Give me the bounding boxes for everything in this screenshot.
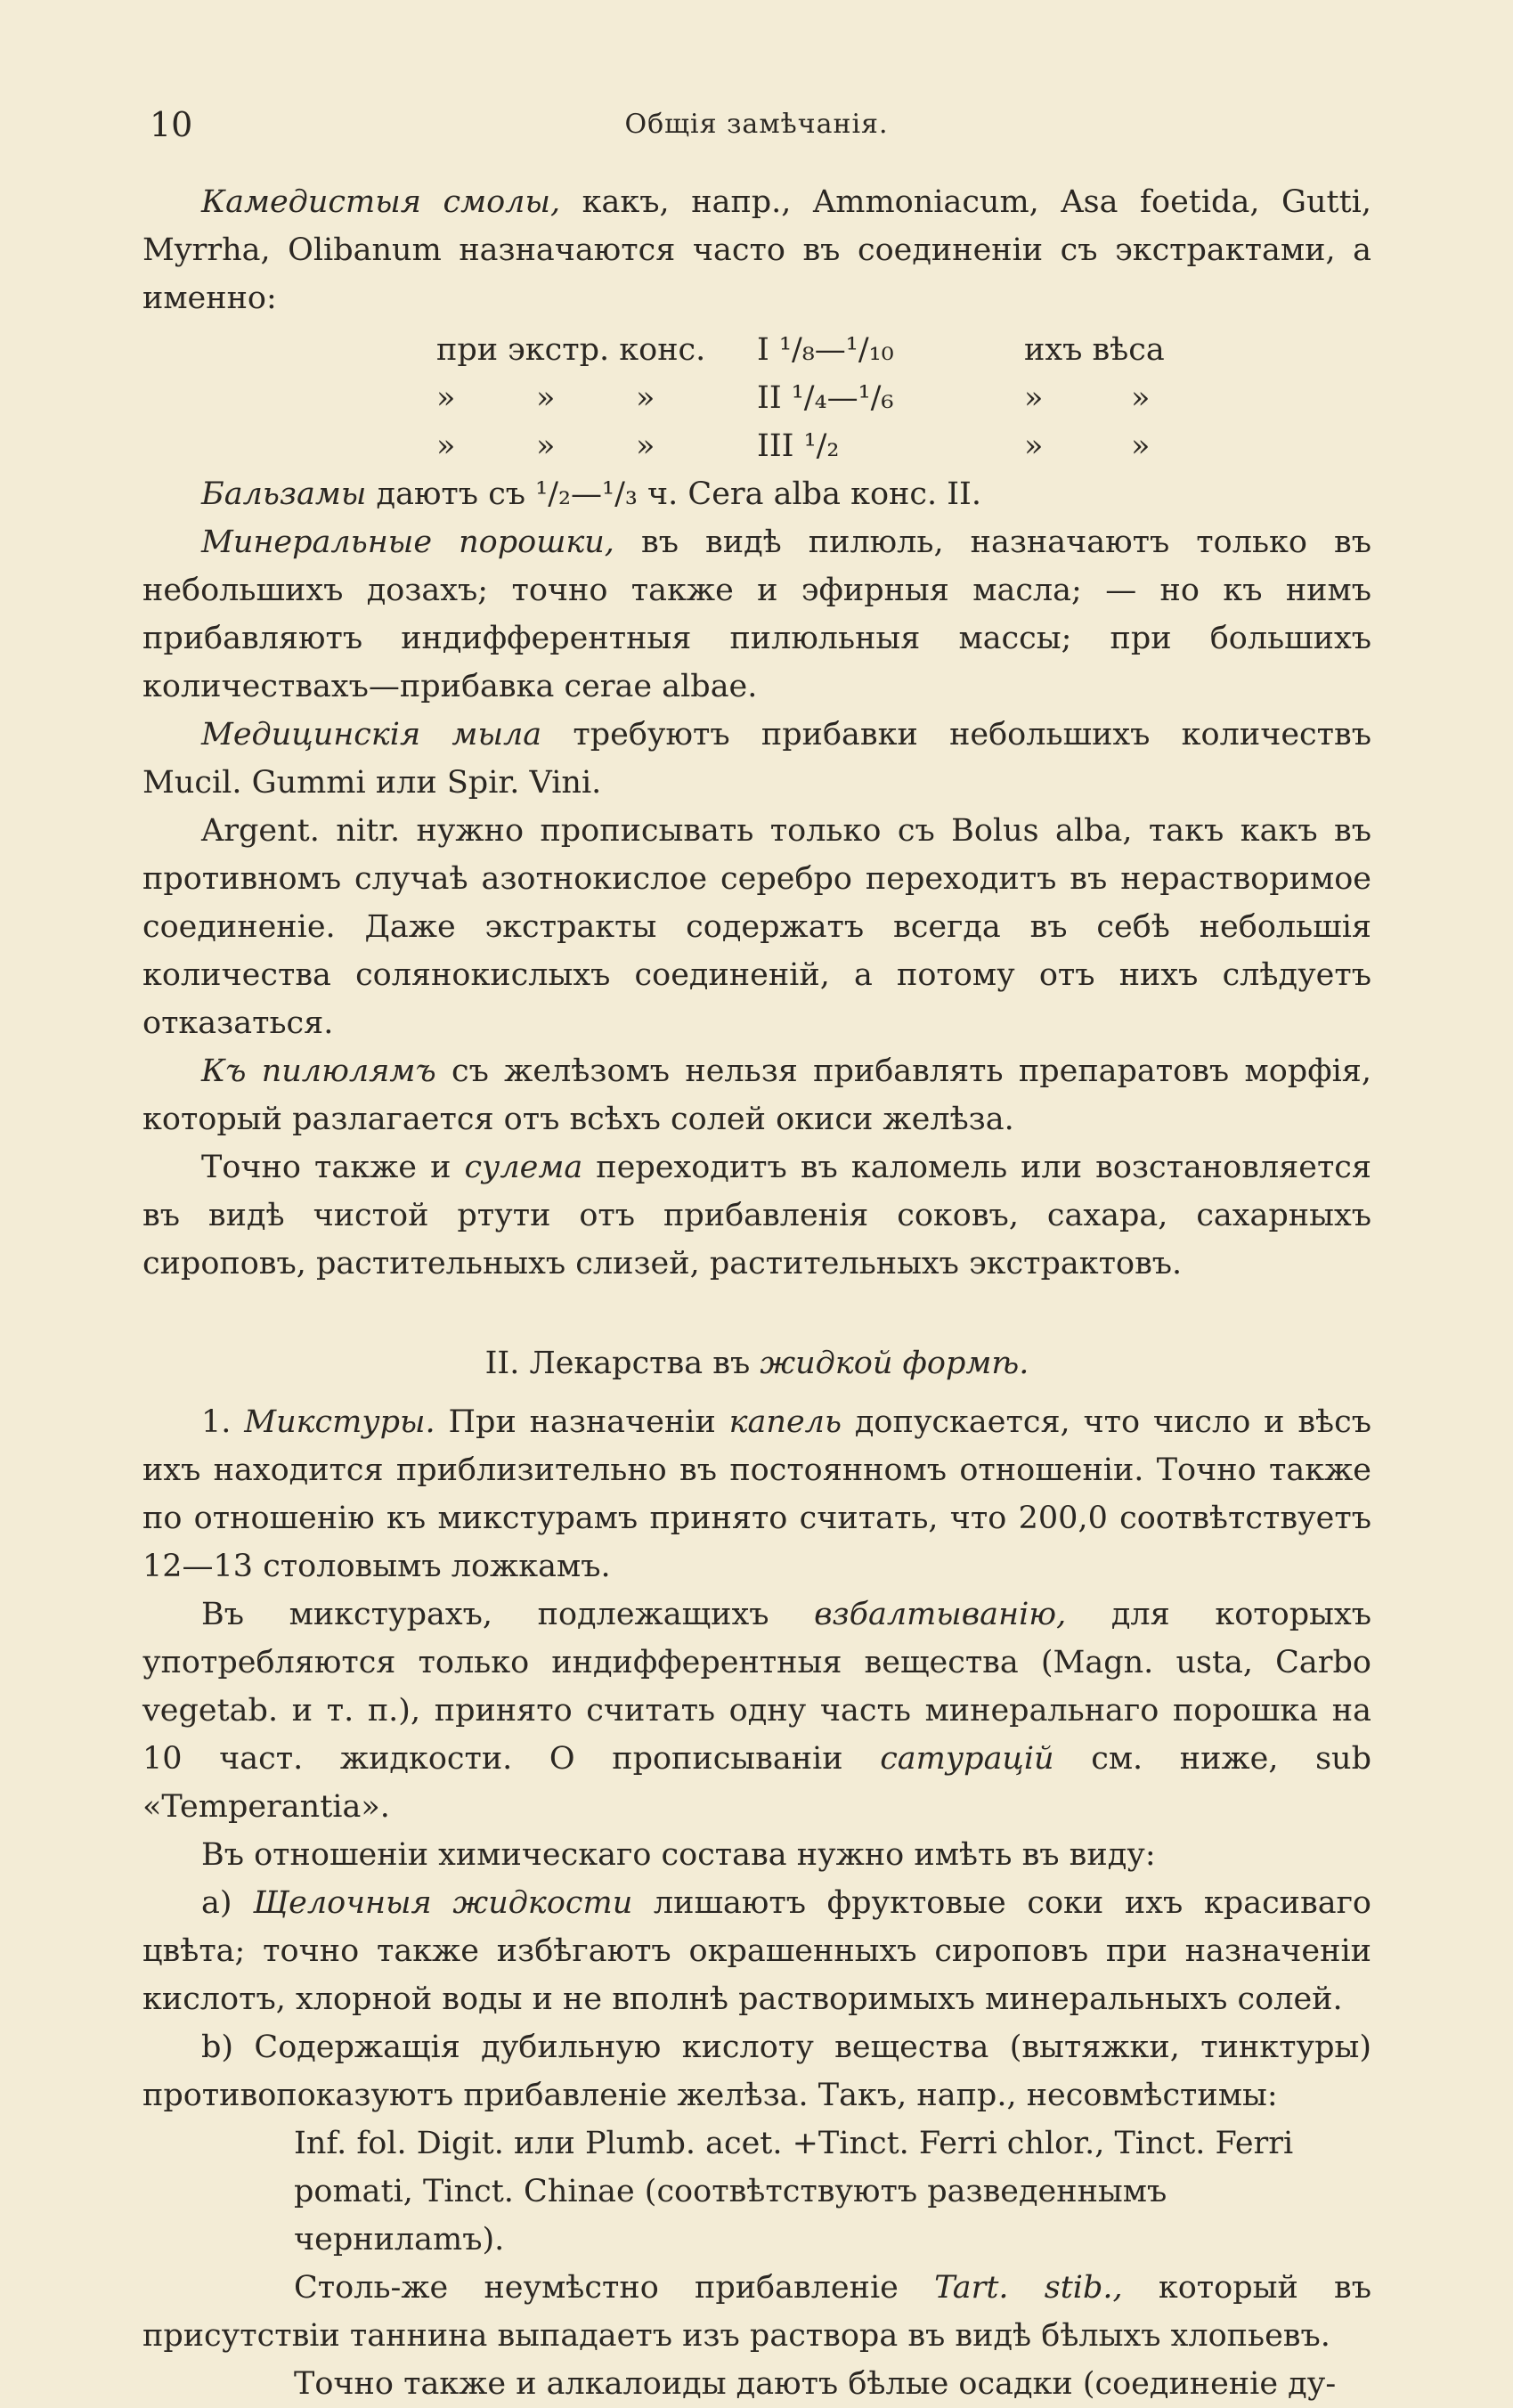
ratio-row (436, 326, 1371, 374)
ditto: » (1024, 428, 1044, 464)
ditto-marks (436, 422, 757, 470)
section-heading (142, 1339, 1371, 1387)
paragraph-text: который въ присутствіи таннина выпадаетъ изъ раствора въ видѣ бѣлыхъ хлопьевъ. (142, 2270, 1371, 2354)
paragraph-text: Въ микстурахъ, подлежащихъ (201, 1597, 815, 1632)
ratio-unit: ихъ вѣса (1024, 332, 1165, 368)
ditto: » (1131, 380, 1151, 416)
term-mixtures: Микстуры. (244, 1404, 435, 1440)
item-number: 1. (201, 1404, 245, 1440)
paragraph-text: даютъ съ ¹/₂—¹/₃ ч. Cera alba конс. II. (366, 476, 981, 512)
paragraph-shaking (142, 1590, 1371, 1831)
paragraph-gum-resins (142, 178, 1371, 322)
paragraph-tartar (142, 2264, 1371, 2360)
heading-italic: жидкой формѣ. (760, 1346, 1029, 1381)
ratio-label: при экстр. конс. (436, 332, 706, 368)
paragraph-soaps (142, 711, 1371, 807)
term-balsams: Бальзамы (201, 476, 367, 512)
ditto: » (636, 428, 655, 464)
body-text (142, 178, 1371, 2408)
term-drops: капель (728, 1404, 842, 1440)
item-letter: a) (201, 1885, 254, 1921)
paragraph-text: Столь-же неумѣстно прибавленіе (294, 2270, 935, 2306)
term-alkaline: Щелочныя жидкости (253, 1885, 633, 1921)
term-shaking: взбалтыванію, (814, 1597, 1067, 1632)
term-sublimate: сулема (464, 1150, 583, 1185)
paragraph-pills-iron (142, 1047, 1371, 1143)
ratio-value: III ¹/₂ (757, 428, 840, 464)
paragraph-alkaline (142, 1879, 1371, 2023)
term-gum-resins: Камедистыя смолы, (201, 184, 561, 220)
ditto: » (436, 380, 456, 416)
term-soaps: Медицинскія мыла (201, 717, 542, 752)
paragraph-incompatibles: Inf. fol. Digit. или Plumb. acet. +Tinct. Ferri chlor., Tinct. Ferri pomati, Tinct. Chinae (соотвѣтствуютъ разведеннымъ чернилamъ). (294, 2126, 1294, 2258)
term-saturations: сатурацій (880, 1741, 1054, 1777)
paragraph-alkaloids: Точно также и алкалоиды даютъ бѣлые осадки (соединеніе ду- (294, 2366, 1337, 2402)
ditto: » (636, 380, 655, 416)
paragraph-text: Точно также и (201, 1150, 465, 1185)
ratio-row (436, 422, 1371, 470)
paragraph-text: допускается, что число и вѣсъ ихъ находится приблизительно въ постоянномъ отношеніи. Точно также по отношенію къ микстурамъ принято считать, что 200,0 соотвѣтствуетъ 12—13 столовымъ ложкамъ. (142, 1404, 1371, 1584)
term-tart-stib: Tart. stib., (934, 2270, 1123, 2306)
paragraph-text: см. ниже, sub «Temperantia». (142, 1741, 1371, 1825)
ditto-marks (436, 374, 757, 422)
paragraph-sublimate (142, 1143, 1371, 1288)
paragraph-argent-nitr: Argent. nitr. нужно прописывать только съ Bolus alba, такъ какъ въ противномъ случаѣ азотнокислое серебро переходитъ въ нерастворимое соединеніе. Даже экстракты содержатъ всегда въ себѣ небольшія количества солянокислыхъ соединеній, а потому отъ нихъ слѣдуетъ отказаться. (142, 813, 1371, 1041)
paragraph-chemical: Въ отношеніи химическаго состава нужно имѣть въ виду: (201, 1837, 1156, 1873)
running-title: Общія замѣчанія. (624, 109, 889, 140)
paragraph-tannin: b) Содержащія дубильную кислоту вещества (вытяжки, тинктуры) противопоказуютъ прибавленіе желѣза. Такъ, напр., несовмѣстимы: (142, 2030, 1371, 2113)
page-number: 10 (150, 105, 193, 144)
paragraph-text: лишаютъ фруктовые соки ихъ красиваго цвѣта; точно также избѣгаютъ окрашенныхъ сироповъ при назначеніи кислотъ, хлорной воды и не вполнѣ растворимыхъ минеральныхъ солей. (142, 1885, 1371, 2017)
paragraph-text: съ желѣзомъ нельзя прибавлять препаратовъ морфія, который разлагается отъ всѣхъ солей окиси желѣза. (142, 1054, 1371, 1137)
paragraph-mixtures (142, 1398, 1371, 1590)
ratio-row (436, 374, 1371, 422)
ratio-table (436, 326, 1371, 470)
ditto: » (536, 380, 556, 416)
ditto: » (536, 428, 556, 464)
paragraph-text: какъ, напр., Ammoniacum, Asa foetida, Gutti, Myrrha, Olibanum назначаются часто въ соединеніи съ экстрактами, а именно: (142, 184, 1371, 316)
term-pills: Къ пилюлямъ (201, 1054, 436, 1089)
ditto: » (1024, 380, 1044, 416)
ratio-value: II ¹/₄—¹/₆ (757, 380, 894, 416)
paragraph-mineral-powders (142, 518, 1371, 711)
ditto: » (436, 428, 456, 464)
paragraph-text: При назначеніи (435, 1404, 729, 1440)
paragraph-text: переходитъ въ каломель или возстановляется въ видѣ чистой ртути отъ прибавленія соковъ, сахара, сахарныхъ сироповъ, растительныхъ слизей, растительныхъ экстрактовъ. (142, 1150, 1371, 1281)
page-header (150, 105, 1363, 150)
paragraph-text: требуютъ прибавки небольшихъ количествъ Mucil. Gummi или Spir. Vini. (142, 717, 1371, 801)
paragraph-balsams (142, 470, 1371, 518)
heading-text: II. Лекарства въ (484, 1346, 761, 1381)
ratio-value: I ¹/₈—¹/₁₀ (757, 332, 894, 368)
paragraph-text: для которыхъ употребляются только индифферентныя вещества (Magn. usta, Carbo vegetab. и т. п.), принято считать одну часть минеральнаго порошка на 10 част. жидкости. О прописываніи (142, 1597, 1372, 1777)
ditto: » (1131, 428, 1151, 464)
term-mineral-powders: Минеральные порошки, (201, 525, 614, 560)
paragraph-text: въ видѣ пилюль, назначаютъ только въ небольшихъ дозахъ; точно также и эфирныя масла; — но къ нимъ прибавляютъ индифферентныя пилюльныя массы; при большихъ количествахъ—прибавка cerae albae. (142, 525, 1372, 704)
